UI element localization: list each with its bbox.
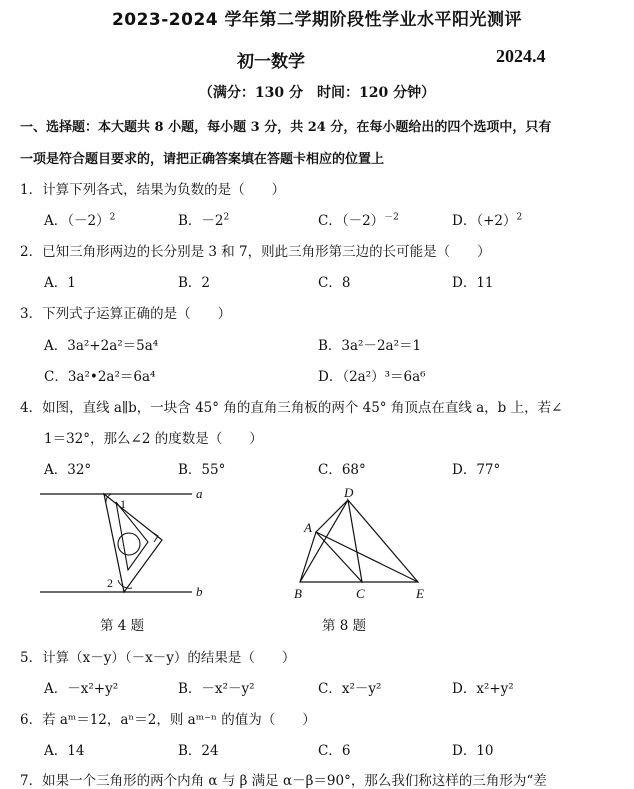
question-7-stem: 7．如果一个三角形的两个内角 α 与 β 满足 α－β＝90°，那么我们称这样的三角形为“差: [20, 773, 547, 789]
question-3-option-c: C．3a²•2a²＝6a⁴: [44, 369, 156, 385]
label-b: b: [196, 584, 203, 599]
exam-date: 2024.4: [496, 46, 546, 66]
figure-4-caption: 第 4 题: [100, 618, 145, 634]
question-5-option-a: A．－x²+y²: [44, 681, 119, 697]
question-5-option-d: D．x²+y²: [452, 681, 514, 697]
section-heading-line2: 一项是符合题目要求的，请把正确答案填在答题卡相应的位置上: [20, 152, 385, 167]
exam-meta: （满分：130 分 时间：120 分钟）: [198, 85, 436, 101]
label-2: 2: [107, 576, 113, 590]
question-6-option-a: A．14: [44, 743, 85, 759]
exam-title: 2023-2024 学年第二学期阶段性学业水平阳光测评: [111, 10, 523, 30]
section-heading-line1: 一、选择题：本大题共 8 小题，每小题 3 分，共 24 分，在每小题给出的四个选项中，只有: [20, 120, 552, 135]
question-2-option-d: D．11: [452, 275, 494, 291]
question-6-option-c: C．6: [318, 743, 351, 759]
question-4-stem-line2: 1＝32°，那么∠2 的度数是（ ）: [44, 431, 263, 447]
question-5-stem: 5．计算（x－y）（－x－y）的结果是（ ）: [20, 650, 296, 666]
question-3-option-b: B．3a²－2a²＝1: [318, 338, 422, 354]
question-4-option-c: C．68°: [318, 462, 366, 478]
segment-bd: [300, 500, 348, 582]
label-A: A: [304, 520, 312, 535]
question-3-option-a: A．3a²+2a²＝5a⁴: [44, 338, 159, 354]
label-B: B: [294, 586, 302, 601]
label-a: a: [196, 486, 203, 501]
figure-8-caption: 第 8 题: [322, 618, 367, 634]
question-6-option-b: B．24: [178, 743, 219, 759]
label-C: C: [356, 586, 365, 601]
label-1: 1: [120, 497, 126, 511]
question-4-option-b: B．55°: [178, 462, 226, 478]
question-3-option-d: D．（2a²）³＝6a⁶: [318, 369, 426, 385]
ruler-hole: [118, 533, 140, 555]
question-2-option-c: C．8: [318, 275, 351, 291]
figure-8-diagram: [286, 486, 436, 602]
question-1-option-d: D．$(+2)^2$: [452, 212, 523, 229]
segment-ae: [316, 532, 418, 582]
question-1-option-a: A．$(-2)^2$: [44, 212, 116, 229]
question-4-option-d: D．77°: [452, 462, 501, 478]
question-4-option-a: A．32°: [44, 462, 92, 478]
question-1-stem: 1．计算下列各式，结果为负数的是（ ）: [20, 182, 286, 198]
question-2-stem: 2．已知三角形两边的长分别是 3 和 7，则此三角形第三边的长可能是（ ）: [20, 244, 491, 260]
question-6-option-d: D．10: [452, 743, 494, 759]
figure-4-diagram: [40, 484, 220, 604]
question-2-option-a: A．1: [44, 275, 76, 291]
label-D: D: [344, 486, 354, 500]
question-5-option-c: C．x²－y²: [318, 681, 382, 697]
question-2-option-b: B．2: [178, 275, 211, 291]
question-6-stem: 6．若 aᵐ＝12，aⁿ＝2，则 aᵐ⁻ⁿ 的值为（ ）: [20, 712, 316, 728]
question-3-stem: 3．下列式子运算正确的是（ ）: [20, 306, 232, 322]
triangle-dce: [348, 500, 418, 582]
question-1-option-c: C．$(-2)^{-2}$: [318, 212, 399, 229]
exam-subject: 初一数学: [237, 52, 305, 72]
question-4-stem-line1: 4．如图，直线 a∥b，一块含 45° 角的直角三角板的两个 45° 角顶点在直线 a，b 上，若∠: [20, 400, 563, 416]
question-1-option-b: B．$-2^2$: [178, 212, 230, 229]
question-5-option-b: B．－x²－y²: [178, 681, 255, 697]
label-E: E: [416, 586, 424, 601]
